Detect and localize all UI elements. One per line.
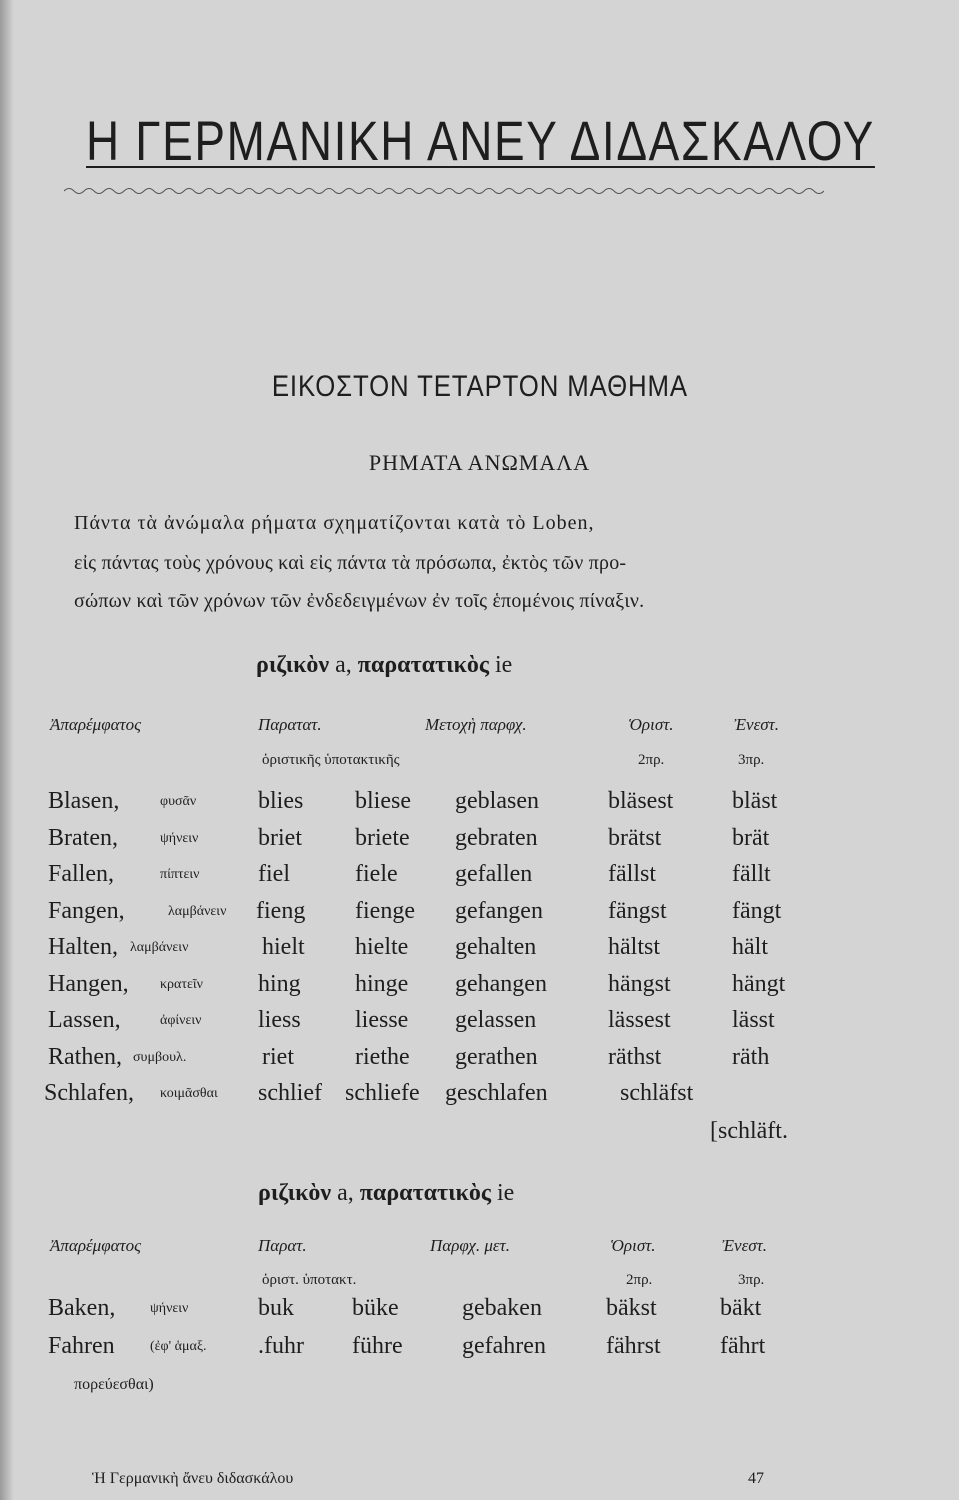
imperfect-indicative: buk xyxy=(258,1295,294,1321)
column-header: Ἐνεστ. xyxy=(734,715,780,734)
lesson-subtitle: ΡΗΜΑΤΑ ΑΝΩΜΑΛΑ xyxy=(368,450,591,475)
past-participle: gebaken xyxy=(462,1295,542,1321)
table-row xyxy=(0,788,959,822)
table-row xyxy=(0,825,959,859)
page-number: 47 xyxy=(748,1470,764,1487)
column-header: Παρφχ. μετ. xyxy=(430,1236,510,1255)
imperfect-subjunctive: hinge xyxy=(355,970,409,997)
table-row xyxy=(0,898,959,932)
column-header: Μετοχὴ παρφχ. xyxy=(425,715,527,734)
column-subheader: 3πρ. xyxy=(738,1272,765,1288)
column-subheader: ὁριστικῆς ὑποτακτικῆς xyxy=(262,752,400,768)
wavy-rule xyxy=(64,186,824,196)
page-edge xyxy=(0,0,14,1500)
table-row xyxy=(0,1333,959,1367)
present-2sg: hängst xyxy=(608,970,671,997)
imperfect-subjunctive: büke xyxy=(352,1295,399,1321)
imperfect-indicative: briet xyxy=(258,824,302,851)
imperfect-indicative: schlief xyxy=(258,1080,322,1106)
imperfect-indicative: hing xyxy=(258,970,301,997)
present-2sg: räthst xyxy=(608,1043,662,1070)
table-row xyxy=(0,1007,959,1041)
imperfect-subjunctive: briete xyxy=(355,824,410,851)
verb-gloss: (ἐφ' ἁμαξ. xyxy=(150,1339,207,1354)
imperfect-subjunctive: hielte xyxy=(355,934,409,960)
verb-infinitive: Schlafen, xyxy=(44,1080,134,1106)
imperfect-indicative: fieng xyxy=(256,897,306,924)
verb-infinitive: Rathen, xyxy=(48,1043,122,1070)
intro-line: Πάντα τὰ ἀνώμαλα ρήματα σχηματίζονται κατὰ τὸ Loben, xyxy=(74,512,595,534)
running-title: Ἡ Γερμανικὴ ἄνευ διδασκάλου xyxy=(92,1470,294,1487)
verb-infinitive: Baken, xyxy=(48,1295,116,1321)
verb-infinitive: Blasen, xyxy=(48,788,120,814)
past-participle: gelassen xyxy=(455,1007,537,1033)
table-row xyxy=(0,861,959,895)
imperfect-indicative: fiel xyxy=(258,861,290,887)
continuation: πορεύεσθαι) xyxy=(74,1376,154,1393)
verb-infinitive: Fahren xyxy=(48,1333,115,1359)
verb-gloss: φυσᾶν xyxy=(160,794,197,809)
column-subheader: 2πρ. xyxy=(626,1272,653,1288)
verb-gloss: κοιμᾶσθαι xyxy=(160,1086,218,1101)
page-title: Η ΓΕΡΜΑΝΙΚΗ ΑΝΕΥ ΔΙΔΑΣΚΑΛΟΥ xyxy=(86,109,875,172)
imperfect-subjunctive: fienge xyxy=(355,897,415,924)
table-row xyxy=(0,934,959,968)
imperfect-subjunctive: riethe xyxy=(355,1043,410,1070)
present-3sg: hängt xyxy=(732,970,786,997)
verb-gloss: πίπτειν xyxy=(160,867,200,882)
continuation: [schläft. xyxy=(710,1118,788,1144)
verb-infinitive: Lassen, xyxy=(48,1007,121,1033)
imperfect-subjunctive: führe xyxy=(352,1333,403,1359)
imperfect-subjunctive: liesse xyxy=(355,1007,409,1033)
past-participle: gefangen xyxy=(455,897,543,924)
present-2sg: bäkst xyxy=(606,1295,657,1321)
imperfect-indicative: .fuhr xyxy=(258,1333,304,1359)
section-heading: ριζικὸν a, παρατατικὸς ie xyxy=(258,1180,515,1206)
verb-infinitive: Fangen, xyxy=(48,897,125,924)
present-2sg: fährst xyxy=(606,1333,661,1359)
past-participle: gebraten xyxy=(455,824,538,851)
present-3sg: fährt xyxy=(720,1333,766,1359)
verb-gloss: συμβουλ. xyxy=(133,1049,187,1065)
table-row xyxy=(0,1044,959,1078)
imperfect-indicative: blies xyxy=(258,788,304,814)
present-3sg: lässt xyxy=(732,1007,775,1033)
column-header: Ἐνεστ. xyxy=(722,1236,768,1255)
column-header: Ἀπαρέμφατος xyxy=(50,1236,142,1255)
imperfect-subjunctive: schliefe xyxy=(345,1080,420,1106)
past-participle: gerathen xyxy=(455,1043,538,1070)
imperfect-indicative: liess xyxy=(258,1007,301,1033)
verb-infinitive: Fallen, xyxy=(48,861,114,887)
present-2sg: hältst xyxy=(608,934,660,960)
verb-infinitive: Braten, xyxy=(48,824,118,851)
verb-gloss: ψήνειν xyxy=(160,830,199,846)
column-subheader: 2πρ. xyxy=(638,752,665,768)
present-2sg: fällst xyxy=(608,861,656,887)
present-2sg: bläsest xyxy=(608,788,674,814)
past-participle: gehalten xyxy=(455,934,537,960)
column-subheader: 3πρ. xyxy=(738,752,765,768)
verb-gloss: κρατεῖν xyxy=(160,976,203,992)
verb-infinitive: Hangen, xyxy=(48,970,129,997)
column-header: Ὁριστ. xyxy=(628,715,674,734)
present-2sg: brätst xyxy=(608,824,662,851)
present-3sg: fängt xyxy=(732,897,782,924)
verb-gloss: ψήνειν xyxy=(150,1301,189,1316)
column-header: Ὁριστ. xyxy=(610,1236,656,1255)
present-3sg: hält xyxy=(732,934,768,960)
present-3sg: bäkt xyxy=(720,1295,762,1321)
table-row xyxy=(0,971,959,1005)
verb-gloss: ἀφίνειν xyxy=(160,1013,202,1028)
intro-line: εἰς πάντας τοὺς χρόνους καὶ εἰς πάντα τὰ πρόσωπα, ἐκτὸς τῶν προ- xyxy=(74,552,627,574)
lesson-title: ΕΙΚΟΣΤΟΝ ΤΕΤΑΡΤΟΝ ΜΑΘΗΜΑ xyxy=(271,370,688,403)
table-row xyxy=(0,1295,959,1329)
present-3sg: bläst xyxy=(732,788,778,814)
column-subheader: ὁριστ. ὑποτακτ. xyxy=(262,1272,357,1288)
imperfect-subjunctive: bliese xyxy=(355,788,411,814)
present-2sg: schläfst xyxy=(620,1080,694,1106)
section-heading: ριζικὸν a, παρατατικὸς ie xyxy=(256,652,513,678)
past-participle: gefahren xyxy=(462,1333,546,1359)
present-2sg: lässest xyxy=(608,1007,671,1033)
present-3sg: fällt xyxy=(732,861,771,887)
column-header: Παρατατ. xyxy=(258,715,322,734)
past-participle: geblasen xyxy=(455,788,539,814)
column-header: Ἀπαρέμφατος xyxy=(50,715,142,734)
table-row xyxy=(0,1080,959,1114)
intro-line: σώπων καὶ τῶν χρόνων τῶν ἐνδεδειγμένων ἐν τοῖς ἑπομένοις πίναξιν. xyxy=(74,590,645,612)
column-header: Παρατ. xyxy=(258,1236,307,1255)
present-3sg: brät xyxy=(732,824,770,851)
imperfect-indicative: hielt xyxy=(262,934,305,960)
imperfect-subjunctive: fiele xyxy=(355,861,398,887)
past-participle: gefallen xyxy=(455,861,533,887)
present-3sg: räth xyxy=(732,1043,770,1070)
verb-gloss: λαμβάνειν xyxy=(168,903,227,919)
past-participle: geschlafen xyxy=(445,1080,548,1106)
present-2sg: fängst xyxy=(608,897,667,924)
verb-infinitive: Halten, xyxy=(48,934,118,960)
past-participle: gehangen xyxy=(455,970,547,997)
imperfect-indicative: riet xyxy=(262,1043,294,1070)
verb-gloss: λαμβάνειν xyxy=(130,940,189,955)
